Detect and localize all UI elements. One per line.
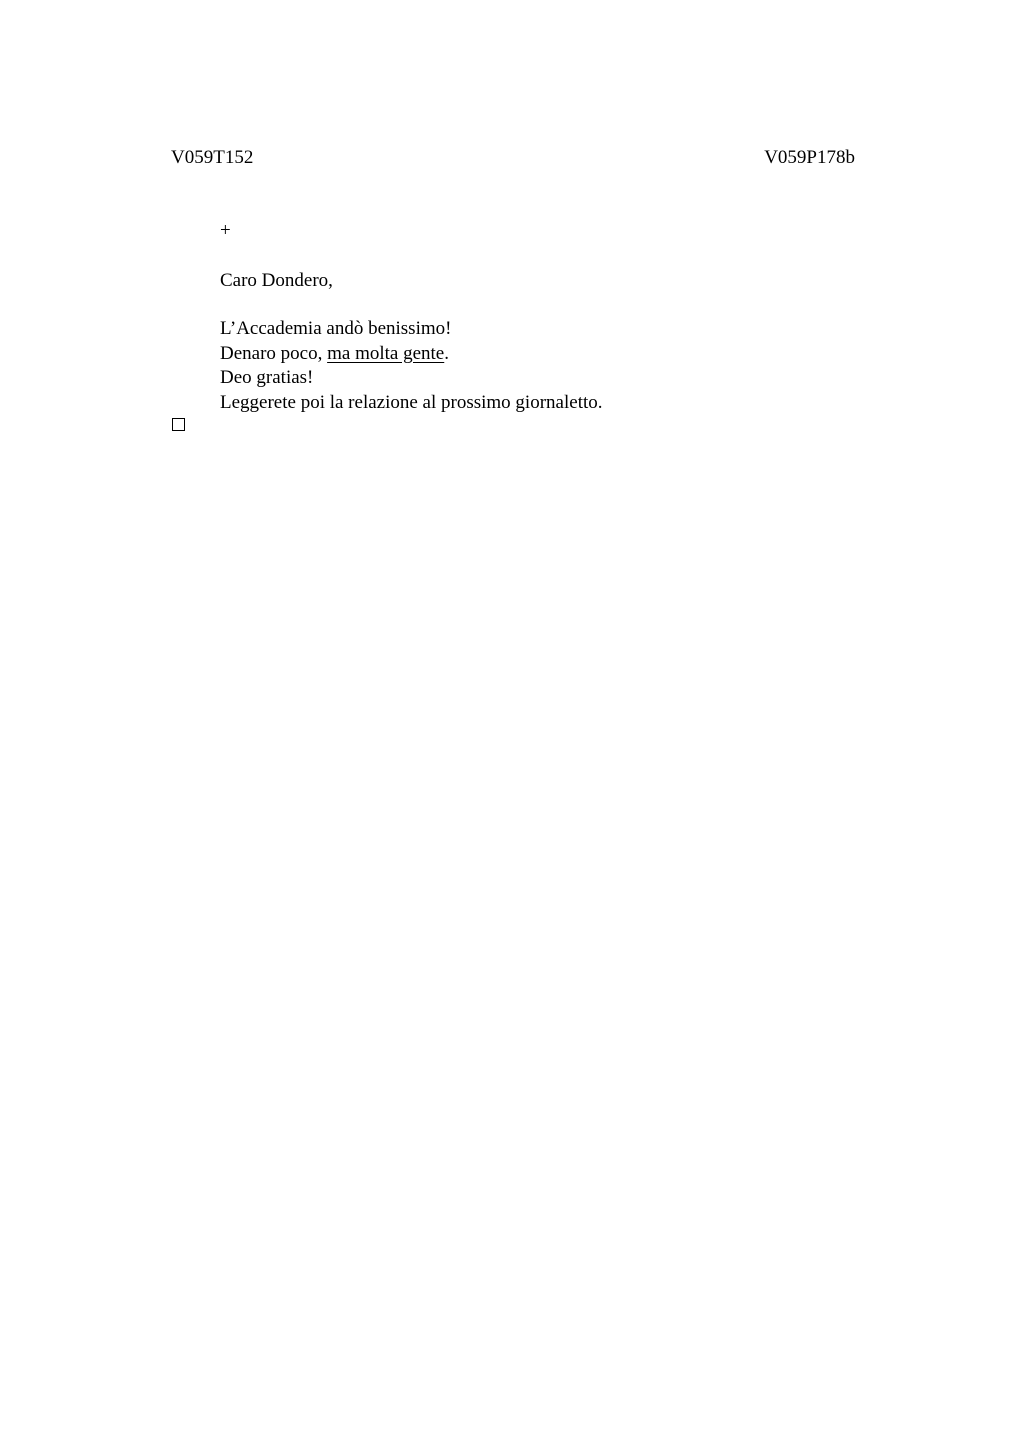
document-code-left: V059T152 xyxy=(171,147,254,168)
letter-line-1: L’Accademia andò benissimo! xyxy=(220,318,452,339)
page-code-right: V059P178b xyxy=(764,147,855,168)
letter-body xyxy=(220,219,860,415)
letter-line-4: Leggerete poi la relazione al prossimo giornaletto. xyxy=(220,391,603,413)
letter-line-2-suffix: . xyxy=(444,342,449,364)
cross-mark: + xyxy=(220,220,231,241)
letter-line-2-prefix: Denaro poco, xyxy=(220,342,328,364)
underlined-phrase: ma molta gente xyxy=(327,342,445,364)
salutation: Caro Dondero, xyxy=(220,269,333,291)
empty-square-icon xyxy=(172,418,185,431)
letter-line-3: Deo gratias! xyxy=(220,367,314,388)
letter-line-2 xyxy=(220,342,860,367)
